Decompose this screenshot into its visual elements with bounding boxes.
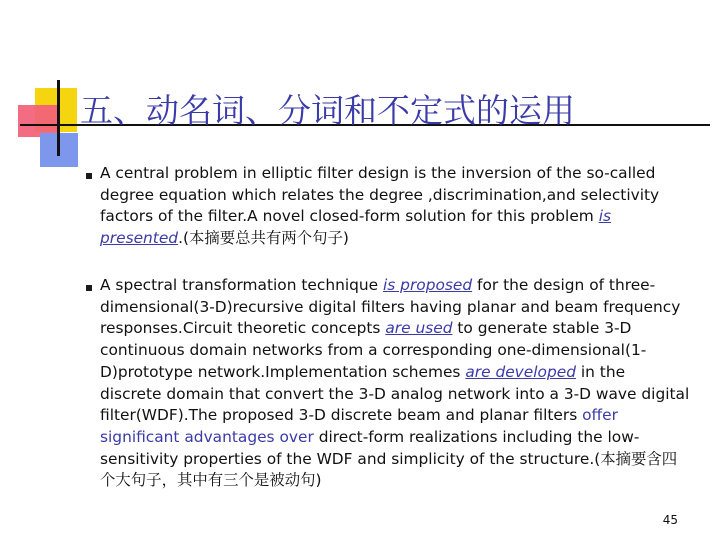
decorative-vertical-line [57, 80, 60, 156]
highlighted-phrase: offer significant advantages over [100, 406, 618, 446]
paragraph-text: in the discrete domain that convert the 3-D analog network into a 3-D wave digital filter(WDF).The proposed 3-D discrete beam and planar filters [100, 362, 690, 425]
paragraph-text: direct-form realizations including the low-sensitivity properties of the WDF and simplicity of the structure.(本摘要含四个大句子，其中有三个是被动句) [100, 427, 678, 490]
passive-phrase: are developed [465, 362, 576, 381]
paragraph-text: A spectral transformation technique [100, 276, 383, 294]
passive-phrase: are used [385, 319, 453, 338]
paragraph-1 [100, 163, 690, 250]
passive-phrase: is presented [100, 207, 611, 248]
passive-phrase: is proposed [383, 276, 473, 294]
paragraph-2 [100, 275, 690, 492]
paragraph-text: .(本摘要总共有两个句子) [178, 229, 349, 248]
paragraph-text: for the design of three-dimensional(3-D)recursive digital filters having planar and beam frequency responses.Circuit theoretic concepts [100, 276, 681, 338]
paragraph-text: to generate stable 3-D continuous domain networks from a corresponding one-dimensional(1-D)prototype network.Implementation schemes [100, 319, 647, 381]
bullet-icon [86, 173, 92, 179]
bullet-icon [86, 285, 92, 291]
slide-title: 五、动名词、分词和不定式的运用 [80, 91, 575, 130]
page-number: 45 [662, 513, 678, 527]
paragraph-text: A central problem in elliptic filter design is the inversion of the so-called degree equation which relates the degree ,discrimination,and selectivity factors of the filter.A novel closed-form solution for this problem [100, 164, 660, 226]
